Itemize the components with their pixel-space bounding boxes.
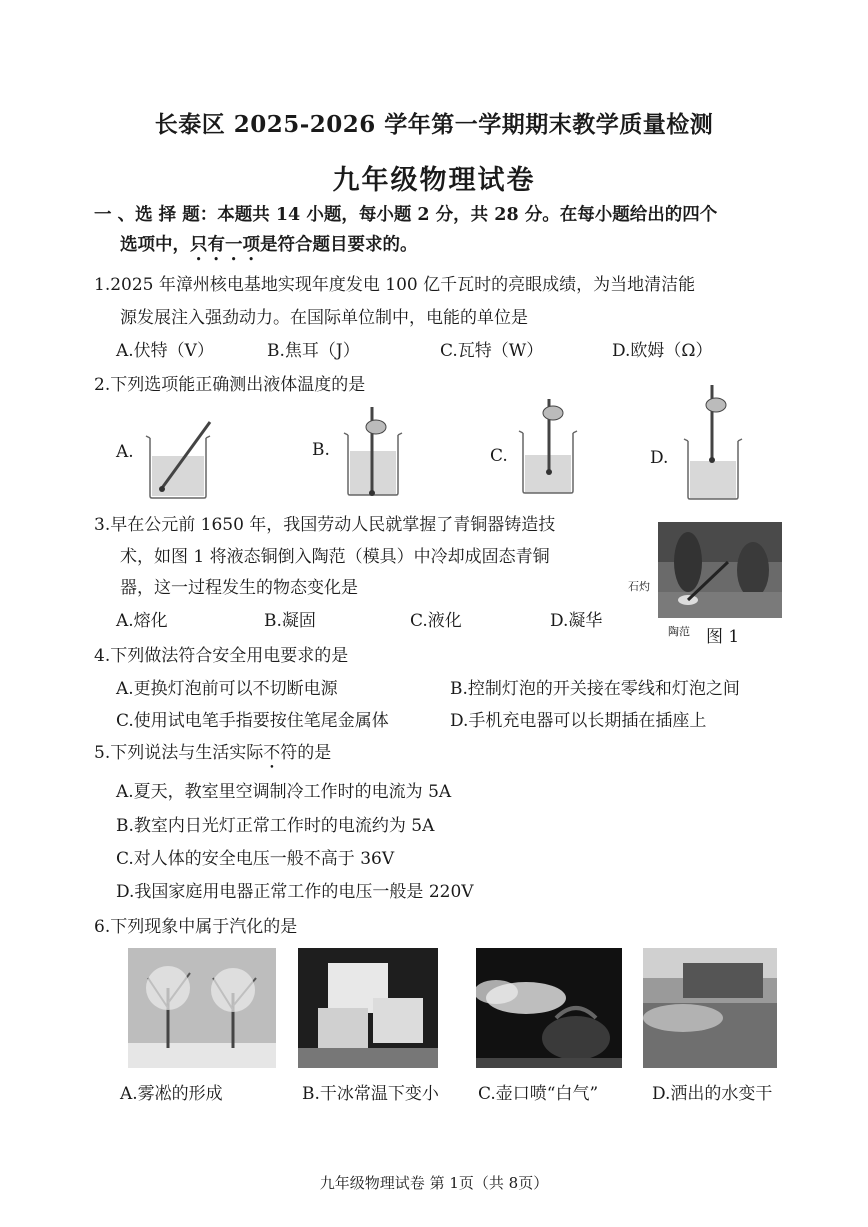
beaker-thermometer-c-figure — [515, 397, 581, 497]
exam-title: 长泰区 2025-2026 学年第一学期期末教学质量检测 — [154, 111, 714, 138]
q6-stem: 6.下列现象中属于汽化的是 — [94, 917, 298, 937]
kettle-steam-photo — [476, 948, 622, 1068]
section-heading-line2 — [120, 233, 418, 265]
q4-option-c: C.使用试电笔手指要按住笔尾金属体 — [116, 711, 389, 731]
figure1-label-ladle: 石灼 — [628, 580, 650, 593]
q4-stem: 4.下列做法符合安全用电要求的是 — [94, 646, 349, 666]
q5-stem-post: 符的是 — [280, 743, 332, 763]
q1-stem-line2: 源发展注入强劲动力。在国际单位制中，电能的单位是 — [120, 308, 528, 328]
q6-option-d: D.洒出的水变干 — [652, 1084, 773, 1104]
section-heading-line1: 一 、选 择 题：本题共 14 小题，每小题 2 分，共 28 分。在每小题给出的四个 — [94, 205, 718, 225]
q3-stem-line1: 3.早在公元前 1650 年，我国劳动人民就掌握了青铜器铸造技 — [94, 515, 556, 535]
exam-subtitle: 九年级物理试卷 — [332, 165, 536, 196]
q5-stem — [94, 741, 331, 773]
q2-option-c: C. — [490, 446, 508, 466]
rime-trees-photo — [128, 948, 276, 1068]
section-heading-post: 是符合题目要求的。 — [260, 235, 418, 255]
q5-option-d: D.我国家庭用电器正常工作的电压一般是 220V — [116, 882, 474, 902]
q5-stem-emphasis: 不 — [263, 743, 281, 763]
dry-ice-photo — [298, 948, 438, 1068]
q3-option-a: A.熔化 — [116, 611, 168, 631]
q1-option-c: C.瓦特（W） — [440, 341, 544, 361]
q1-option-d: D.欧姆（Ω） — [612, 341, 713, 361]
figure1-caption: 图 1 — [706, 627, 740, 647]
bronze-casting-photo — [658, 522, 782, 618]
beaker-thermometer-d-figure — [680, 383, 746, 503]
q2-option-a: A. — [116, 442, 134, 462]
q6-option-b: B.干冰常温下变小 — [302, 1084, 439, 1104]
beaker-thermometer-b-figure — [340, 405, 406, 499]
q4-option-d: D.手机充电器可以长期插在插座上 — [450, 711, 707, 731]
q2-stem: 2.下列选项能正确测出液体温度的是 — [94, 375, 366, 395]
q4-option-a: A.更换灯泡前可以不切断电源 — [116, 679, 338, 699]
q6-option-c: C.壶口喷“白气” — [478, 1084, 599, 1104]
q1-option-b: B.焦耳（J） — [267, 341, 360, 361]
q2-option-b: B. — [312, 440, 330, 460]
q3-stem-line2: 术，如图 1 将液态铜倒入陶范（模具）中冷却成固态青铜 — [120, 547, 550, 567]
section-heading-emphasis: 只有一项 — [190, 235, 260, 255]
q3-stem-line3: 器，这一过程发生的物态变化是 — [120, 578, 358, 598]
figure1-label-mold: 陶范 — [668, 625, 690, 638]
q4-option-b: B.控制灯泡的开关接在零线和灯泡之间 — [450, 679, 740, 699]
beaker-thermometer-a-figure — [140, 418, 220, 500]
street-sprinkler-photo — [643, 948, 777, 1068]
q3-option-d: D.凝华 — [550, 611, 603, 631]
q1-option-a: A.伏特（V） — [116, 341, 214, 361]
q3-option-c: C.液化 — [410, 611, 462, 631]
q5-option-b: B.教室内日光灯正常工作时的电流约为 5A — [116, 816, 435, 836]
q3-option-b: B.凝固 — [264, 611, 316, 631]
q5-stem-pre: 5.下列说法与生活实际 — [94, 743, 264, 763]
page-footer: 九年级物理试卷 第 1页（共 8页） — [319, 1174, 549, 1192]
q5-option-c: C.对人体的安全电压一般不高于 36V — [116, 849, 395, 869]
q2-option-d: D. — [650, 448, 669, 468]
q5-option-a: A.夏天，教室里空调制冷工作时的电流为 5A — [116, 782, 452, 802]
q1-stem-line1: 1.2025 年漳州核电基地实现年度发电 100 亿千瓦时的亮眼成绩，为当地清洁能 — [94, 275, 696, 295]
section-heading-pre: 选项中， — [120, 235, 190, 255]
q6-option-a: A.雾凇的形成 — [120, 1084, 223, 1104]
